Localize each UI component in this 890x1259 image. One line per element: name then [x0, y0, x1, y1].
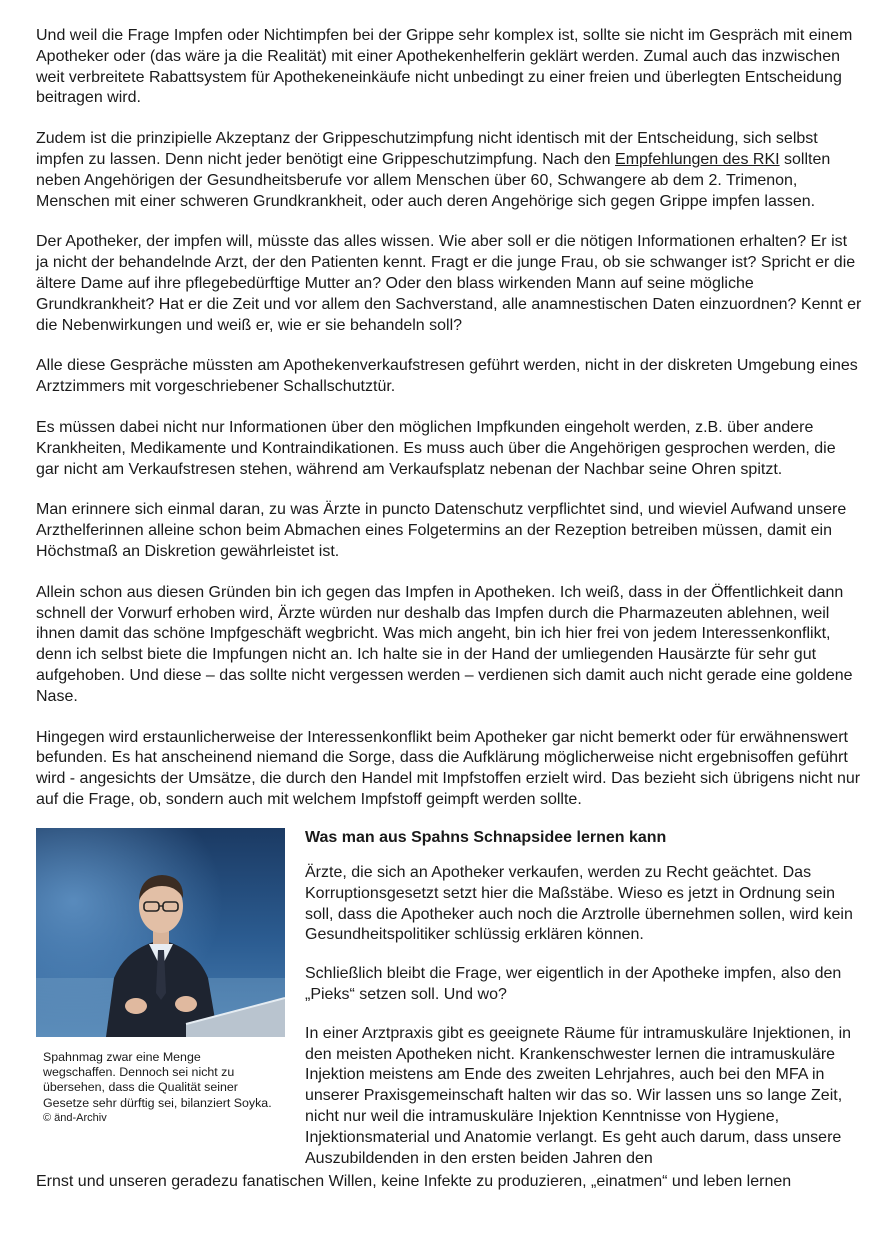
- section-paragraph-3-continuation: Ernst und unseren geradezu fanatischen Willen, keine Infekte zu produzieren, „einatmen“ und leben lernen: [36, 1173, 792, 1190]
- paragraph-6: Man erinnere sich einmal daran, zu was Ärzte in puncto Datenschutz verpflichtet sind, und wieviel Aufwand unsere Arzthelferinnen alleine schon beim Abmachen eines Folgetermins an der Rezeption betreiben müssen, damit ein Höchstmaß an Diskretion gewährleistet ist.: [36, 501, 847, 560]
- paragraph-2: [36, 129, 862, 212]
- paragraph-1: Und weil die Frage Impfen oder Nichtimpfen bei der Grippe sehr komplex ist, sollte sie nicht im Gespräch mit einem Apotheker oder (das wäre ja die Realität) mit einer Apothekenhelferin geklärt werden. Zumal auch das inzwischen weit verbreitete Rabattsystem für Apothekeneinkäufe nicht unbedingt zu einer freien und überlegten Entscheidung beitragen wird.: [36, 27, 853, 107]
- paragraph-7: Allein schon aus diesen Gründen bin ich gegen das Impfen in Apotheken. Ich weiß, dass in der Öffentlichkeit dann schnell der Vorwurf erhoben wird, Ärzte würden nur deshalb das Impfen durch die Pharmazeuten ablehnen, weil ihnen damit das schöne Impfgeschäft wegbricht. Was mich angeht, bin ich hier frei von jedem Interessenkonflikt, denn ich selbst biete die Impfungen nicht an. Ich halte sie in der Hand der umliegenden Hausärzte für sehr gut aufgehoben. Und diese – das sollte nicht vergessen werden – verdienen sich damit auch nicht gerade eine goldene Nase.: [36, 583, 853, 705]
- paragraph-8: Hingegen wird erstaunlicherweise der Interessenkonflikt beim Apotheker gar nicht bemerkt oder für erwähnenswert befunden. Es hat anscheinend niemand die Sorge, dass die Aufklärung möglicherweise nicht ergebnisoffen geführt wird - angesichts der Umsätze, die durch den Handel mit Impfstoffen erzielt wird. Das bezieht sich übrigens nicht nur auf die Frage, ob, sondern auch mit welchem Impfstoff geimpft werden sollte.: [36, 728, 861, 808]
- figure-caption: [36, 1050, 275, 1126]
- paragraph-2-text-end: sollten neben Angehörigen der Gesundheitsberufe vor allem Menschen über 60, Schwangere ab dem 2. Trimenon, Menschen mit einer schweren Grundkrankheit, oder auch deren Angehörige sich gegen Grippe impfen lassen.: [36, 150, 831, 210]
- section-heading: Was man aus Spahns Schnapsidee lernen kann: [305, 829, 667, 846]
- article-body: [36, 26, 862, 831]
- section-paragraph-2: Schließlich bleibt die Frage, wer eigentlich in der Apotheke impfen, also den „Pieks“ setzen soll. Und wo?: [305, 965, 842, 1003]
- section-paragraph-3: In einer Arztpraxis gibt es geeignete Räume für intramuskuläre Injektionen, in den meisten Apotheken nicht. Krankenschwester lernen die intramuskuläre Injektion meistens am Ende des zweiten Lehrjahres, auch bei den MFA in unserer Praxisgemeinschaft halten wir das so. Wir lassen uns so lange Zeit, nicht nur weil die intramuskuläre Injektion Kenntnisse von Hygiene, Injektionsmaterial und Anatomie verlangt. Es geht auch darum, dass unsere Auszubildenden in den ersten beiden Jahren den: [305, 1024, 852, 1167]
- section-paragraph-1: Ärzte, die sich an Apotheker verkaufen, werden zu Recht geächtet. Das Korruptionsgesetzt setzt hier die Maßstäbe. Wieso es jetzt in Ordnung sein soll, dass die Apotheker auch noch die Arztrolle übernehmen sollen, wird kein Gesundheitspolitiker schlüssig erklären können.: [305, 864, 853, 944]
- speaker-photo: [36, 828, 285, 1037]
- paragraph-5: Es müssen dabei nicht nur Informationen über den möglichen Impfkunden eingeholt werden, z.B. über andere Krankheiten, Medikamente und Kontraindikationen. Es muss auch über die Angehörigen gesprochen werden, die gar nicht am Verkaufstresen stehen, während am Verkaufsplatz nebenan der Nachbar seine Ohren spitzt.: [36, 418, 836, 478]
- paragraph-2-text-start: Zudem ist die prinzipielle Akzeptanz der Grippeschutzimpfung nicht identisch mit der Entscheidung, sich selbst impfen zu lassen. Denn nicht jeder benötigt eine Grippeschutzimpfung. Nach den: [36, 130, 818, 168]
- rki-recommendations-link[interactable]: Empfehlungen des RKI: [615, 150, 780, 168]
- figure: [36, 828, 285, 1126]
- caption-text: Spahnmag zwar eine Menge wegschaffen. Dennoch sei nicht zu übersehen, dass die Qualität seiner Gesetze sehr dürftig sei, bilanziert Soyka.: [43, 1050, 272, 1110]
- paragraph-3: Der Apotheker, der impfen will, müsste das alles wissen. Wie aber soll er die nötigen Informationen erhalten? Er ist ja nicht der behandelnde Arzt, der den Patienten kennt. Fragt er die junge Frau, ob sie schwanger ist? Spricht er die ältere Dame auf ihre pflegebedürftige Mutter an? Oder den blass wirkenden Mann auf seine mögliche Grundkrankheit? Hat er die Zeit und vor allem den Sachverstand, alle anamnestischen Daten einzuordnen? Kennt er die Nebenwirkungen und weiß er, wie er sie behandeln soll?: [36, 233, 862, 334]
- photo-credit: © änd-Archiv: [43, 1111, 107, 1124]
- paragraph-4: Alle diese Gespräche müssten am Apothekenverkaufstresen geführt werden, nicht in der diskreten Umgebung eines Arztzimmers mit vorgeschriebener Schallschutztür.: [36, 357, 858, 396]
- section-column: [305, 827, 862, 1187]
